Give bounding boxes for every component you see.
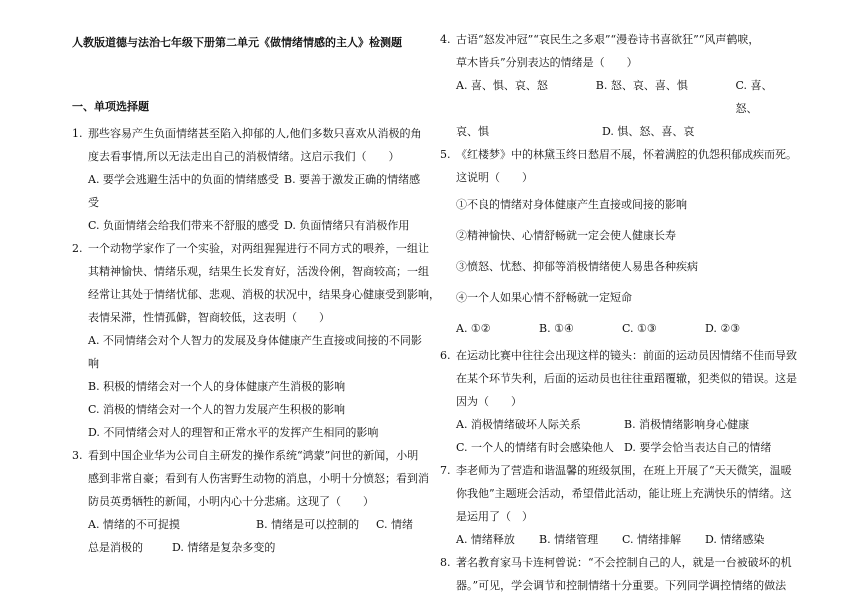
question-text: 看到中国企业华为公司自主研发的操作系统“鸿蒙”问世的新闻，小明 (88, 449, 419, 462)
option-row (440, 313, 792, 344)
option-c-cont: 哀、惧 (456, 125, 489, 138)
option-row (440, 528, 792, 551)
question-number: 3. (72, 449, 83, 462)
option-a[interactable]: A. 不同情绪会对个人智力的发展及身体健康产生直接或间接的不同影 (88, 334, 422, 347)
option-b[interactable]: B. 积极的情绪会对一个人的身体健康产生消极的影响 (88, 380, 346, 393)
question-number: 4. (440, 33, 451, 46)
question-8 (440, 551, 792, 597)
page-title: 人教版道德与法治七年级下册第二单元《做情绪情感的主人》检测题 (72, 36, 402, 49)
option-a[interactable]: A. 情绪释放 (456, 533, 515, 546)
option-c[interactable]: C. 一个人的情绪有时会感染他人 (456, 441, 615, 454)
option-c[interactable]: C. 消极的情绪会对一个人的智力发展产生积极的影响 (88, 403, 346, 416)
question-number: 5. (440, 148, 451, 161)
option-a[interactable]: A. 情绪的不可捉摸 (88, 518, 180, 531)
question-5 (440, 143, 797, 344)
question-text: 草木皆兵”分别表达的情绪是（ ） (456, 56, 638, 69)
option-a[interactable]: A. 消极情绪破坏人际关系 (456, 418, 581, 431)
option-row (72, 168, 424, 191)
option-d[interactable]: D. 不同情绪会对人的理智和正常水平的发挥产生相同的影响 (88, 426, 379, 439)
option-d[interactable]: D. 惧、怒、喜、哀 (602, 125, 695, 138)
option-c-cont: 总是消极的 (88, 541, 143, 554)
question-number: 2. (72, 242, 83, 255)
option-row (72, 513, 424, 536)
question-text: 表情呆滞，性情孤僻，智商较低，这表明（ ） (88, 311, 330, 324)
question-text: 其精神愉快、情绪乐观，结果生长发育好，活泼伶俐，智商较高；一组 (88, 265, 429, 278)
question-number: 7. (440, 464, 451, 477)
option-b[interactable]: B. 消极情绪影响身心健康 (624, 418, 750, 431)
question-4 (440, 28, 792, 143)
question-text: 你我他”主题班会活动，希望借此活动，能让班上充满快乐的情绪。这 (456, 487, 792, 500)
option-c[interactable]: C. 负面情绪会给我们带来不舒服的感受 (88, 219, 280, 232)
option-row (72, 214, 424, 237)
question-text: 感到非常自豪；看到有人伤害野生动物的消息，小明十分愤怒；看到消 (88, 472, 429, 485)
option-b[interactable]: B. 情绪管理 (539, 533, 599, 546)
option-b[interactable]: B. 情绪是可以控制的 (256, 518, 360, 531)
option-d[interactable]: D. 要学会恰当表达自己的情绪 (624, 441, 772, 454)
right-column (440, 28, 797, 597)
question-text: 《红楼梦》中的林黛玉终日愁眉不展，怀着满腔的仇怨积郁成疾而死。 (456, 148, 797, 161)
option-b-cont: 受 (88, 196, 99, 209)
section-heading: 一、单项选择题 (72, 100, 149, 113)
option-b[interactable]: B. ①④ (539, 322, 574, 335)
question-text: 因为（ ） (456, 395, 522, 408)
option-a[interactable]: A. 要学会逃避生活中的负面的情绪感受 (88, 173, 279, 186)
option-c[interactable]: C. ①③ (622, 322, 657, 335)
statement-3: ③愤怒、忧愁、抑郁等消极情绪使人易患各种疾病 (456, 260, 698, 273)
question-text: 防员英勇牺牲的新闻，小明内心十分悲痛。这现了（ ） (88, 495, 374, 508)
statement-2: ②精神愉快、心情舒畅就一定会使人健康长寿 (456, 229, 676, 242)
option-d[interactable]: D. 情绪感染 (705, 533, 765, 546)
question-number: 8. (440, 556, 451, 569)
option-a-cont: 响 (88, 357, 99, 370)
option-d[interactable]: D. 负面情绪只有消极作用 (284, 219, 410, 232)
question-3 (72, 444, 429, 559)
statement-4: ④一个人如果心情不舒畅就一定短命 (456, 291, 632, 304)
question-text: 器。”可见，学会调节和控制情绪十分重要。下列同学调控情绪的做法 (456, 579, 787, 592)
option-b[interactable]: B. 怒、哀、喜、惧 (595, 79, 688, 92)
option-row (72, 536, 424, 559)
question-number: 1. (72, 127, 83, 140)
question-text: 李老师为了营造和谐温馨的班级氛围，在班上开展了“天天微笑，温暖 (456, 464, 792, 477)
left-column (72, 28, 440, 559)
option-a[interactable]: A. ①② (456, 322, 491, 335)
option-c[interactable]: C. 喜、怒、 (735, 79, 773, 115)
question-text: 那些容易产生负面情绪甚至陷入抑郁的人,他们多数只喜欢从消极的角 (88, 127, 422, 140)
option-c[interactable]: C. 情绪 (376, 518, 414, 531)
statement-1: ①不良的情绪对身体健康产生直接或间接的影响 (456, 198, 687, 211)
question-text: 度去看事情,所以无法走出自己的消极情绪。这启示我们（ ） (88, 150, 400, 163)
question-text: 经常让其处于情绪忧郁、悲观、消极的状况中，结果身心健康受到影响， (88, 288, 440, 301)
option-row (440, 436, 792, 459)
question-7 (440, 459, 792, 551)
question-text: 在某个环节失利，后面的运动员也往往重蹈覆辙，犯类似的错误。这是 (456, 372, 797, 385)
question-1 (72, 122, 424, 237)
option-b[interactable]: B. 要善于激发正确的情绪感 (284, 173, 421, 186)
question-text: 是运用了（ ） (456, 510, 533, 523)
question-6 (440, 344, 797, 459)
question-text: 古语“怒发冲冠”“哀民生之多艰”“漫卷诗书喜欲狂”“风声鹤唳， (456, 33, 760, 46)
option-d[interactable]: D. ②③ (705, 322, 741, 335)
option-row (440, 413, 792, 436)
question-text: 这说明（ ） (456, 171, 533, 184)
question-text: 著名教育家马卡连柯曾说：“不会控制自己的人，就是一台被破坏的机 (456, 556, 792, 569)
option-row (440, 74, 792, 120)
option-d[interactable]: D. 情绪是复杂多变的 (172, 541, 276, 554)
option-a[interactable]: A. 喜、惧、哀、怒 (456, 79, 548, 92)
option-row (440, 120, 792, 143)
option-c[interactable]: C. 情绪排解 (622, 533, 682, 546)
question-text: 在运动比赛中往往会出现这样的镜头：前面的运动员因情绪不佳而导致 (456, 349, 797, 362)
question-number: 6. (440, 349, 451, 362)
question-text: 一个动物学家作了一个实验，对两组猩猩进行不同方式的喂养，一组让 (88, 242, 429, 255)
question-2 (72, 237, 440, 444)
